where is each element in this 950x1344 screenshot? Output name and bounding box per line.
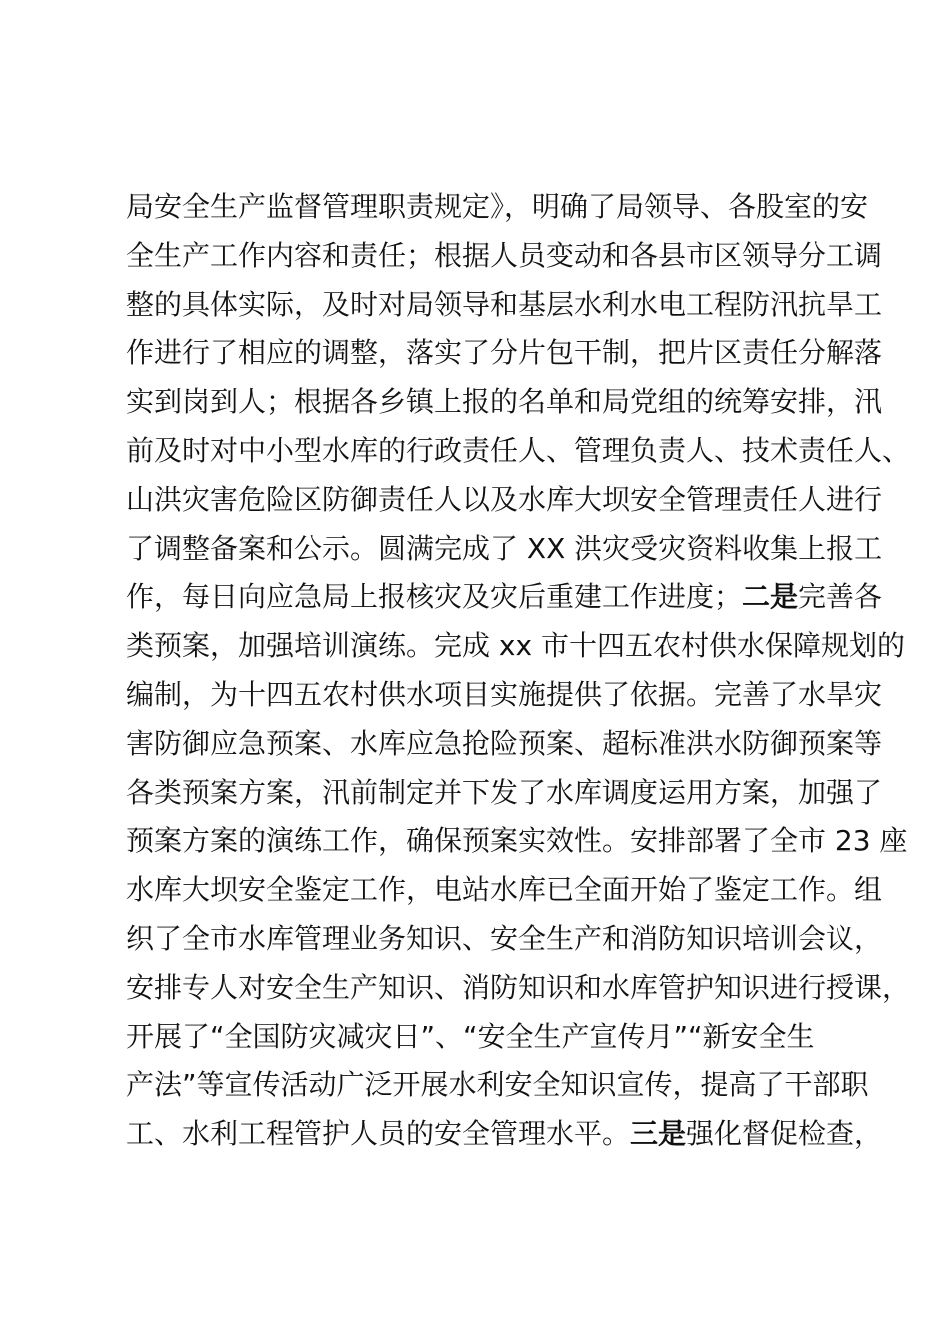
text-line xyxy=(126,964,911,1013)
text-segment: 编制，为十四五农村供水项目实施提供了依据。完善了水旱灾 xyxy=(126,677,883,711)
text-line xyxy=(126,817,908,866)
text-line xyxy=(126,232,883,281)
text-segment: 类预案，加强培训演练。完成 xx 市十四五农村供水保障规划的 xyxy=(126,629,905,663)
text-line xyxy=(126,378,883,427)
text-segment: 全生产工作内容和责任；根据人员变动和各县市区领导分工调 xyxy=(126,238,883,272)
text-line xyxy=(126,915,883,964)
text-line xyxy=(126,622,905,671)
text-segment: 强化督促检查， xyxy=(686,1117,883,1151)
text-segment: 实到岗到人；根据各乡镇上报的名单和局党组的统筹安排，汛 xyxy=(126,385,883,419)
body-text xyxy=(126,183,911,1159)
text-segment: 完善各 xyxy=(798,580,883,614)
text-line xyxy=(126,281,883,330)
text-line xyxy=(126,1013,846,1062)
text-segment: 各类预案方案，汛前制定并下发了水库调度运用方案，加强了 xyxy=(126,775,883,809)
text-line xyxy=(126,183,869,232)
text-segment: 山洪灾害危险区防御责任人以及水库大坝安全管理责任人进行 xyxy=(126,482,883,516)
text-line xyxy=(126,769,883,818)
text-line xyxy=(126,1061,869,1110)
text-segment: 作进行了相应的调整，落实了分片包干制，把片区责任分解落 xyxy=(126,336,883,370)
text-segment: 害防御应急预案、水库应急抢险预案、超标准洪水防御预案等 xyxy=(126,726,883,760)
text-line xyxy=(126,427,911,476)
text-segment: 作，每日向应急局上报核灾及灾后重建工作进度； xyxy=(126,580,743,614)
text-segment: 织了全市水库管理业务知识、安全生产和消防知识培训会议， xyxy=(126,921,883,955)
text-line xyxy=(126,866,883,915)
text-line xyxy=(126,671,883,720)
text-segment: 水库大坝安全鉴定工作，电站水库已全面开始了鉴定工作。组 xyxy=(126,873,883,907)
text-segment: 安排专人对安全生产知识、消防知识和水库管护知识进行授课， xyxy=(126,970,911,1004)
text-segment: 局安全生产监督管理职责规定》，明确了局领导、各股室的安 xyxy=(126,190,869,223)
text-line xyxy=(126,573,883,622)
text-segment: 工、水利工程管护人员的安全管理水平。 xyxy=(126,1117,631,1151)
text-segment: 前及时对中小型水库的行政责任人、管理负责人、技术责任人、 xyxy=(126,433,911,467)
text-segment: 预案方案的演练工作，确保预案实效性。安排部署了全市 23 座 xyxy=(126,824,908,858)
text-line xyxy=(126,329,883,378)
text-segment: 产法”等宣传活动广泛开展水利安全知识宣传，提高了干部职 xyxy=(126,1068,869,1102)
text-segment: 整的具体实际，及时对局领导和基层水利水电工程防汛抗旱工 xyxy=(126,287,883,321)
text-line xyxy=(126,1110,883,1159)
text-line xyxy=(126,525,883,574)
text-line xyxy=(126,720,883,769)
bold-keyword: 三是 xyxy=(630,1117,687,1151)
text-segment: 了调整备案和公示。圆满完成了 XX 洪灾受灾资料收集上报工 xyxy=(126,531,883,565)
text-line xyxy=(126,476,883,525)
bold-keyword: 二是 xyxy=(742,580,799,614)
text-segment: 开展了“全国防灾减灾日”、“安全生产宣传月”“新安全生 xyxy=(126,1019,815,1053)
